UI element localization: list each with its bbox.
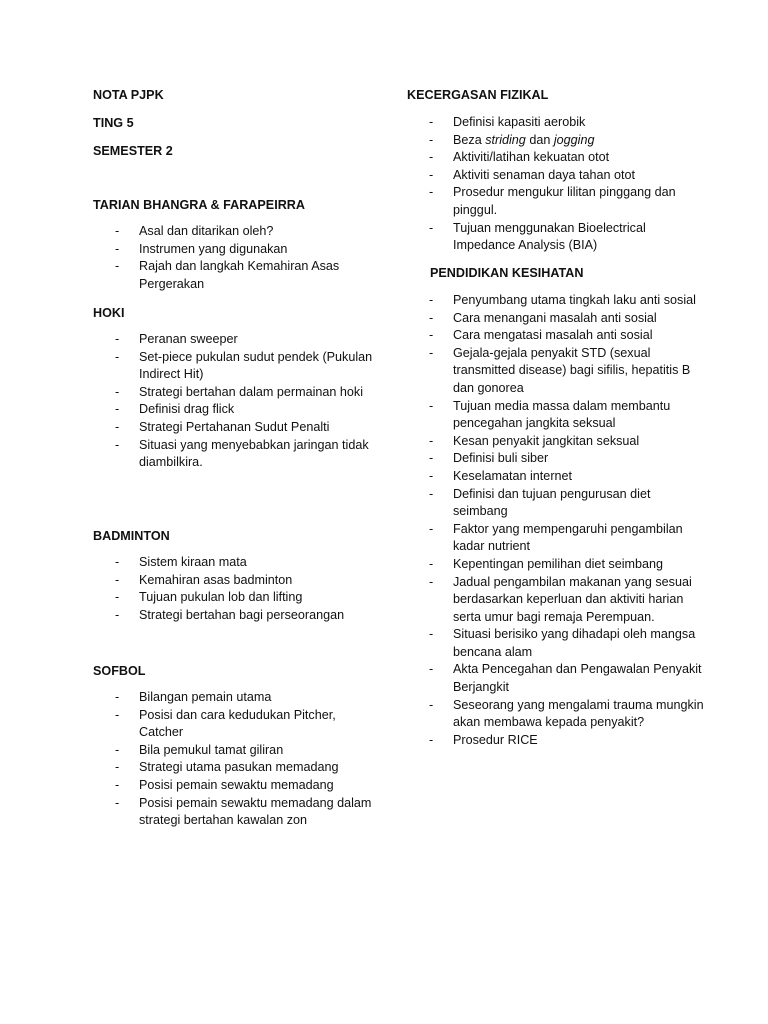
- list-item: - Prosedur mengukur lilitan pinggang dan pinggul.: [429, 185, 676, 217]
- list-hoki: [93, 331, 383, 472]
- list-item: - Posisi pemain sewaktu memadang dalam strategi bertahan kawalan zon: [115, 795, 372, 828]
- list-item: - Gejala-gejala penyakit STD (sexual transmitted disease) bagi sifilis, hepatitis B dan gonorea: [429, 345, 691, 395]
- list-badminton: [93, 554, 383, 624]
- list-kecergasan: [407, 114, 707, 255]
- list-sofbol: [93, 689, 383, 830]
- list-item: - Bila pemukul tamat giliran: [115, 742, 284, 757]
- list-item: - Tujuan pukulan lob dan lifting: [115, 590, 303, 605]
- list-pendidikan: [407, 292, 707, 749]
- list-item: - Penyumbang utama tingkah laku anti sosial: [429, 293, 696, 307]
- list-item: - Faktor yang mempengaruhi pengambilan kadar nutrient: [429, 521, 683, 554]
- list-item: - Strategi bertahan bagi perseorangan: [115, 607, 345, 622]
- list-item: - Aktiviti/latihan kekuatan otot: [429, 150, 610, 165]
- list-item: - Keselamatan internet: [429, 468, 573, 483]
- section-title-hoki: HOKI: [93, 306, 125, 320]
- section-title-badminton: BADMINTON: [93, 529, 170, 543]
- section-title-sofbol: SOFBOL: [93, 664, 146, 678]
- list-item: - Posisi pemain sewaktu memadang: [115, 777, 334, 792]
- list-item: - Sistem kiraan mata: [115, 555, 247, 569]
- doc-title: NOTA PJPK: [93, 88, 164, 102]
- list-item: - Cara mengatasi masalah anti sosial: [429, 328, 653, 343]
- list-item: - Posisi dan cara kedudukan Pitcher, Catcher: [115, 707, 336, 740]
- list-tarian: [93, 223, 383, 293]
- list-item: - Peranan sweeper: [115, 332, 238, 346]
- list-item: - Kemahiran asas badminton: [115, 572, 293, 587]
- list-item: - Asal dan ditarikan oleh?: [115, 224, 274, 238]
- list-item: - Kepentingan pemilihan diet seimbang: [429, 556, 664, 571]
- list-item: - Tujuan menggunakan Bioelectrical Impedance Analysis (BIA): [429, 220, 646, 253]
- list-item: - Akta Pencegahan dan Pengawalan Penyakit Berjangkit: [429, 662, 702, 695]
- list-item: - Strategi bertahan dalam permainan hoki: [115, 384, 364, 399]
- list-item: - Rajah dan langkah Kemahiran Asas Pergerakan: [115, 259, 340, 291]
- list-item: - Tujuan media massa dalam membantu pencegahan jangkita seksual: [429, 398, 671, 431]
- list-item: - Kesan penyakit jangkitan seksual: [429, 433, 640, 448]
- section-title-kecergasan: KECERGASAN FIZIKAL: [407, 88, 549, 102]
- list-item: - Jadual pengambilan makanan yang sesuai berdasarkan keperluan dan aktiviti harian serta umur bagi remaja Perempuan.: [429, 574, 692, 624]
- list-item: - Situasi berisiko yang dihadapi oleh mangsa bencana alam: [429, 627, 696, 659]
- section-title-pendidikan: PENDIDIKAN KESIHATAN: [430, 266, 584, 280]
- list-item: - Cara menangani masalah anti sosial: [429, 310, 657, 325]
- list-item: - Aktiviti senaman daya tahan otot: [429, 167, 636, 182]
- list-item: - Set-piece pukulan sudut pendek (Pukulan Indirect Hit): [115, 349, 373, 382]
- grade-label: TING 5: [93, 116, 134, 130]
- list-item: - Instrumen yang digunakan: [115, 241, 288, 256]
- list-item: - Bilangan pemain utama: [115, 690, 272, 704]
- semester-label: SEMESTER 2: [93, 144, 173, 158]
- list-item: - Definisi buli siber: [429, 451, 549, 466]
- list-item: - Definisi dan tujuan pengurusan diet seimbang: [429, 486, 651, 519]
- section-title-tarian: TARIAN BHANGRA & FARAPEIRRA: [93, 198, 305, 212]
- list-item: - Prosedur RICE: [429, 732, 538, 747]
- list-item: - Strategi utama pasukan memadang: [115, 760, 339, 775]
- list-item: - Strategi Pertahanan Sudut Penalti: [115, 419, 330, 434]
- list-item: - Seseorang yang mengalami trauma mungkin akan membawa kepada penyakit?: [429, 697, 704, 730]
- list-item: - Definisi kapasiti aerobik: [429, 115, 586, 129]
- list-item: - Situasi yang menyebabkan jaringan tidak diambilkira.: [115, 437, 369, 470]
- list-item: - Definisi drag flick: [115, 402, 235, 417]
- list-item: - Beza striding dan jogging: [429, 132, 595, 147]
